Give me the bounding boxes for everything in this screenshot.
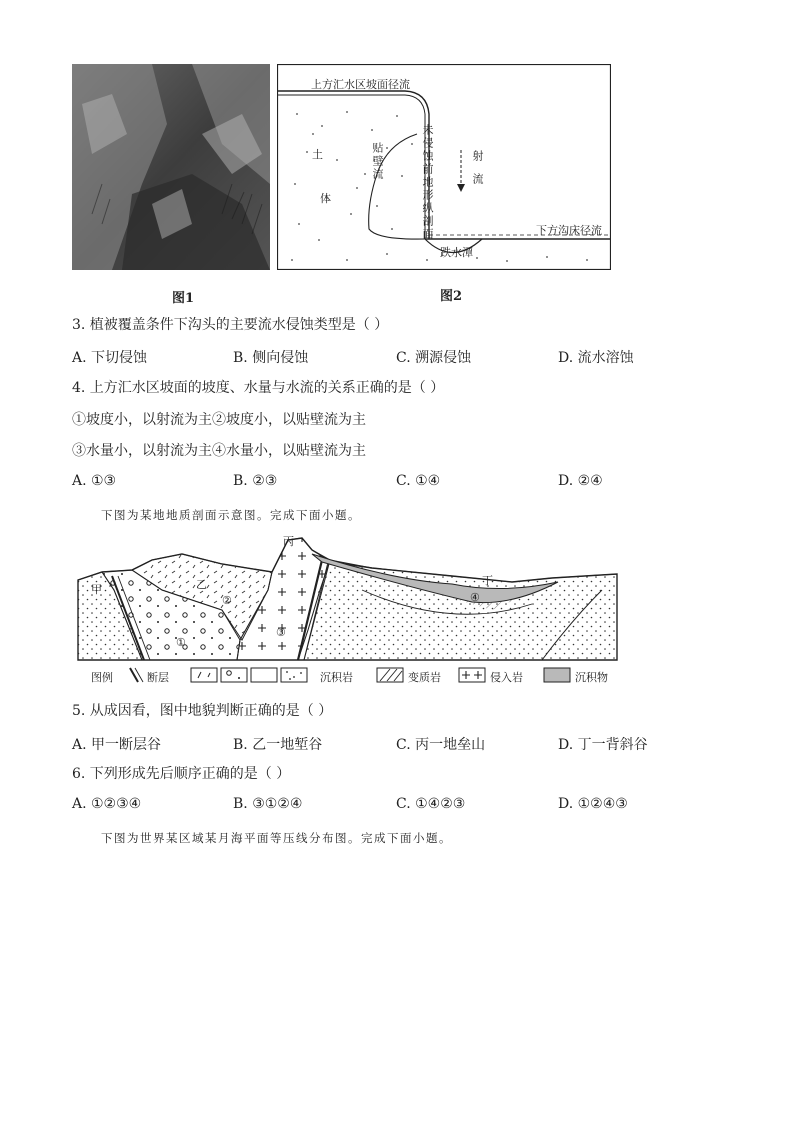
fig2-pool-label: 跌水潭 <box>440 246 473 259</box>
question-4-option-b[interactable]: B. ②③ <box>233 473 278 489</box>
question-3-stem: 3. 植被覆盖条件下沟头的主要流水侵蚀类型是（ ） <box>72 317 389 333</box>
geo-label-bing: 丙 <box>283 535 294 548</box>
intro-isobar-map: 下图为世界某区域某月海平面等压线分布图。完成下面小题。 <box>101 831 452 845</box>
question-4-statement-line-2: ③水量小，以射流为主④水量小，以贴壁流为主 <box>72 443 366 459</box>
geo-label-n1: ① <box>176 636 186 649</box>
question-4-statement-line-1: ①坡度小，以射流为主②坡度小，以贴壁流为主 <box>72 412 366 428</box>
legend-intrusive-label: 侵入岩 <box>490 671 523 684</box>
fig2-soil-label-a: 土 <box>312 148 323 161</box>
legend-title: 图例 <box>91 671 113 684</box>
legend-sedimentary-symbols <box>190 666 314 684</box>
figure-1-photo <box>72 64 270 270</box>
intro-geologic-section: 下图为某地地质剖面示意图。完成下面小题。 <box>101 508 361 522</box>
legend-intrusive-symbol <box>458 666 486 684</box>
fig2-profile-label: 未侵蚀前地形纵剖面 <box>421 124 434 241</box>
geo-label-n2: ② <box>222 594 232 607</box>
geo-label-jia: 甲 <box>91 583 102 596</box>
legend-sediment-label: 沉积物 <box>575 671 608 684</box>
legend-metamorphic-label: 变质岩 <box>408 671 441 684</box>
question-4-option-a[interactable]: A. ①③ <box>72 473 117 489</box>
geo-label-n3: ③ <box>276 626 286 639</box>
question-4-option-c[interactable]: C. ①④ <box>396 473 441 489</box>
legend-fault-symbol <box>127 667 147 683</box>
fig2-wall-flow-label: 贴壁流 <box>371 142 384 181</box>
question-6-option-a[interactable]: A. ①②③④ <box>72 796 142 812</box>
question-6-option-b[interactable]: B. ③①②④ <box>233 796 303 812</box>
figure-2-diagram <box>277 64 611 270</box>
legend-fault-label: 断层 <box>147 671 169 684</box>
question-3-option-b[interactable]: B. 侧向侵蚀 <box>233 350 309 366</box>
question-4-stem: 4. 上方汇水区坡面的坡度、水量与水流的关系正确的是（ ） <box>72 380 445 396</box>
fig2-soil-label-b: 体 <box>320 192 331 205</box>
geo-label-yi: 乙 <box>196 578 207 591</box>
figure-2-caption: 图2 <box>440 289 463 304</box>
legend-sedimentary-label: 沉积岩 <box>320 671 353 684</box>
question-3-option-a[interactable]: A. 下切侵蚀 <box>72 350 148 366</box>
question-6-option-d[interactable]: D. ①②④③ <box>558 796 628 812</box>
question-5-option-b[interactable]: B. 乙一地堑谷 <box>233 737 323 753</box>
question-5-option-c[interactable]: C. 丙一地垒山 <box>396 737 486 753</box>
question-6-stem: 6. 下列形成先后顺序正确的是（ ） <box>72 766 291 782</box>
geo-label-n4: ④ <box>470 591 480 604</box>
geologic-profile-diagram <box>72 530 624 665</box>
question-6-option-c[interactable]: C. ①④②③ <box>396 796 466 812</box>
fig2-jet-flow-label: 射流 <box>471 150 484 196</box>
legend-sediment-symbol <box>543 666 571 684</box>
fig2-top-runoff-label: 上方汇水区坡面径流 <box>311 78 410 91</box>
question-5-option-d[interactable]: D. 丁一背斜谷 <box>558 737 648 753</box>
geo-label-ding: 丁 <box>482 574 493 587</box>
question-4-option-d[interactable]: D. ②④ <box>558 473 603 489</box>
question-3-option-d[interactable]: D. 流水溶蚀 <box>558 350 634 366</box>
figure-1-caption: 图1 <box>172 291 195 306</box>
legend-metamorphic-symbol <box>376 666 404 684</box>
fig2-bottom-runoff-label: 下方沟床径流 <box>536 224 602 237</box>
question-5-option-a[interactable]: A. 甲一断层谷 <box>72 737 162 753</box>
question-5-stem: 5. 从成因看，图中地貌判断正确的是（ ） <box>72 703 333 719</box>
question-3-option-c[interactable]: C. 溯源侵蚀 <box>396 350 472 366</box>
